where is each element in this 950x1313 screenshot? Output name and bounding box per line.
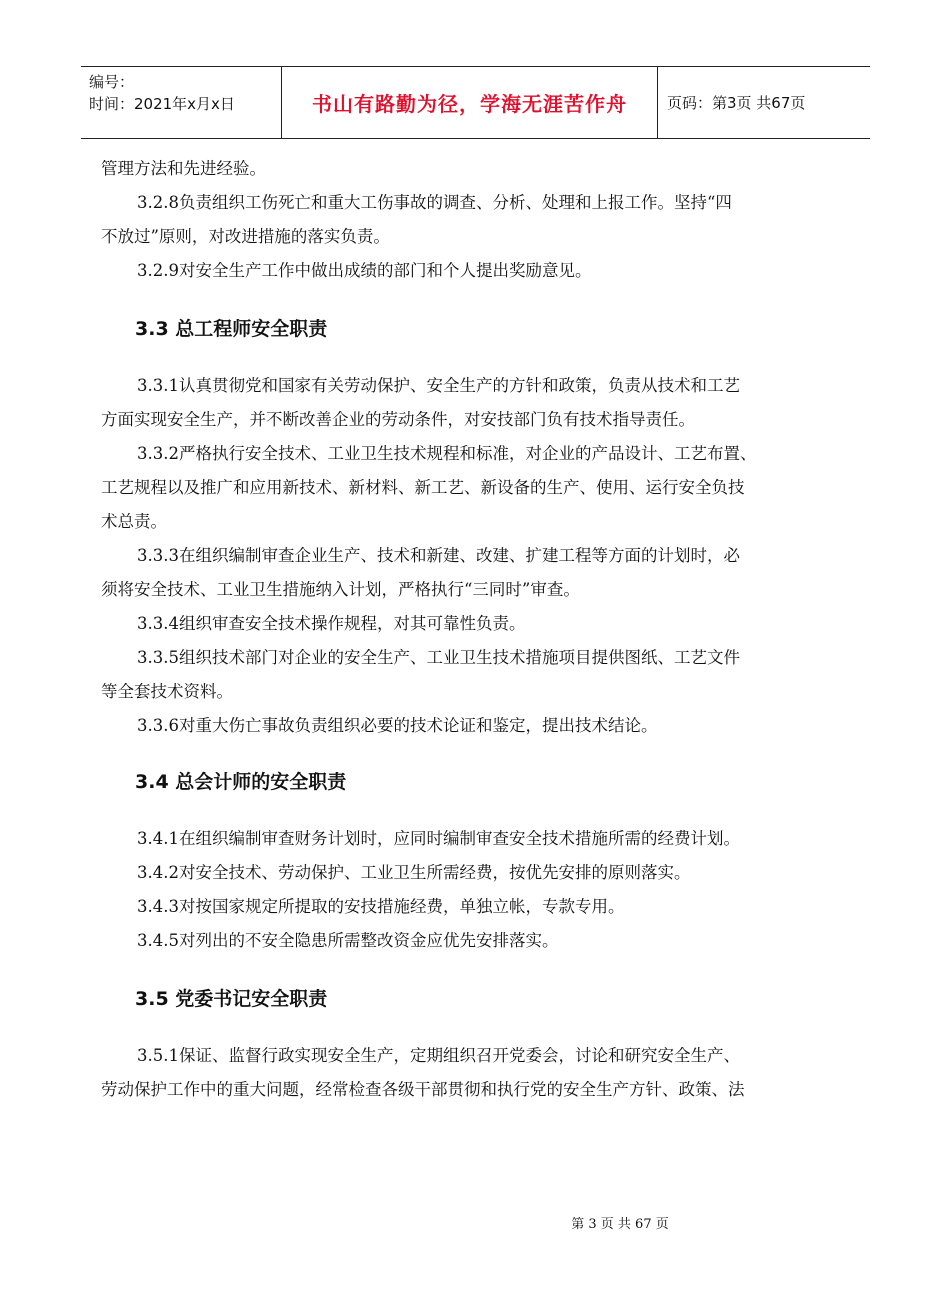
paragraph: 3.3.3在组织编制审查企业生产、技术和新建、改建、扩建工程等方面的计划时，必 [137, 546, 740, 565]
page-footer: 第 3 页 共 67 页 [571, 1217, 669, 1232]
paragraph: 3.2.9对安全生产工作中做出成绩的部门和个人提出奖励意见。 [137, 261, 592, 280]
header-motto: 书山有路勤为径，学海无涯苦作舟 [282, 67, 658, 138]
paragraph: 3.2.8负责组织工伤死亡和重大工伤事故的调查、分析、处理和上报工作。坚持“四 [137, 193, 732, 212]
paragraph: 术总责。 [101, 512, 167, 531]
paragraph: 3.4.1在组织编制审查财务计划时，应同时编制审查安全技术措施所需的经费计划。 [137, 829, 740, 848]
document-time-label: 时间：2021年x月x日 [89, 95, 235, 113]
header-page-label: 页码：第3页 共67页 [667, 94, 806, 112]
paragraph: 方面实现安全生产，并不断改善企业的劳动条件，对安技部门负有技术指导责任。 [101, 410, 695, 429]
paragraph: 劳动保护工作中的重大问题，经常检查各级干部贯彻和执行党的安全生产方针、政策、法 [101, 1080, 745, 1099]
paragraph: 管理方法和先进经验。 [101, 159, 266, 178]
paragraph: 3.4.5对列出的不安全隐患所需整改资金应优先安排落实。 [137, 931, 559, 950]
section-heading-3-4: 3.4 总会计师的安全职责 [135, 771, 347, 793]
paragraph: 3.5.1保证、监督行政实现安全生产，定期组织召开党委会，讨论和研究安全生产、 [137, 1046, 740, 1065]
paragraph: 3.3.4组织审查安全技术操作规程，对其可靠性负责。 [137, 614, 526, 633]
paragraph: 工艺规程以及推广和应用新技术、新材料、新工艺、新设备的生产、使用、运行安全负技 [101, 478, 745, 497]
paragraph: 3.3.1认真贯彻党和国家有关劳动保护、安全生产的方针和政策，负责从技术和工艺 [137, 376, 740, 395]
paragraph: 须将安全技术、工业卫生措施纳入计划，严格执行“三同时”审查。 [101, 580, 580, 599]
paragraph: 3.3.5组织技术部门对企业的安全生产、工业卫生技术措施项目提供图纸、工艺文件 [137, 648, 740, 667]
document-body [101, 152, 871, 1107]
document-number-label: 编号： [89, 73, 135, 91]
paragraph: 3.3.2严格执行安全技术、工业卫生技术规程和标准，对企业的产品设计、工艺布置、 [137, 444, 757, 463]
paragraph: 3.4.2对安全技术、劳动保护、工业卫生所需经费，按优先安排的原则落实。 [137, 863, 691, 882]
section-heading-3-3: 3.3 总工程师安全职责 [135, 318, 328, 340]
paragraph: 3.4.3对按国家规定所提取的安技措施经费，单独立帐，专款专用。 [137, 897, 625, 916]
header-meta [81, 67, 282, 138]
section-heading-3-5: 3.5 党委书记安全职责 [135, 988, 328, 1010]
paragraph: 3.3.6对重大伤亡事故负责组织必要的技术论证和鉴定，提出技术结论。 [137, 716, 658, 735]
paragraph: 不放过”原则，对改进措施的落实负责。 [101, 227, 390, 246]
page-header [81, 66, 870, 139]
paragraph: 等全套技术资料。 [101, 682, 233, 701]
